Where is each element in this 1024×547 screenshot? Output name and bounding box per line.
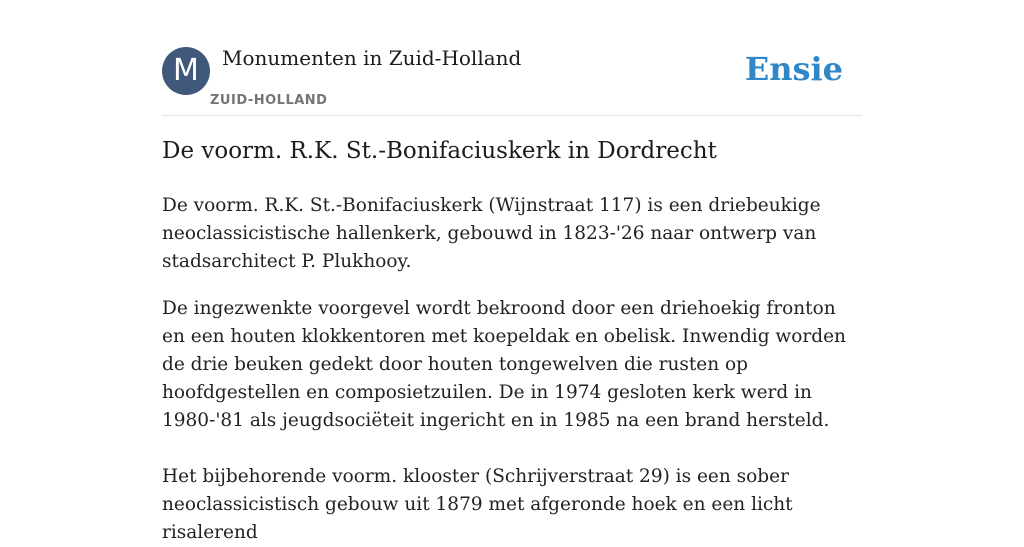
source-title-link[interactable]: Monumenten in Zuid-Holland [222,46,522,70]
source-avatar[interactable]: M [162,47,210,95]
article-paragraph-1: De voorm. R.K. St.-Bonifaciuskerk (Wijnstraat 117) is een driebeukige neoclassicistische hallenkerk, gebouwd in 1823-'26 naar ontwerp van stadsarchitect P. Plukhooy. [162,195,821,272]
source-category-link[interactable]: ZUID-HOLLAND [210,93,328,108]
ensie-logo[interactable]: Ensie [744,50,843,88]
article-paragraph-3: Het bijbehorende voorm. klooster (Schrijverstraat 29) is een sober neoclassicistisch gebouw uit 1879 met afgeronde hoek en een licht risalerend [162,466,793,543]
header-divider [162,115,862,116]
article-title: De voorm. R.K. St.-Bonifaciuskerk in Dordrecht [162,138,717,164]
article-paragraph-2: De ingezwenkte voorgevel wordt bekroond door een driehoekig fronton en een houten klokkentoren met koepeldak en obelisk. Inwendig worden de drie beuken gedekt door houten tongewelven die rusten op hoofdgestellen en composietzuilen. De in 1974 gesloten kerk werd in 1980-'81 als jeugdsociëteit ingericht en in 1985 na een brand hersteld. [162,298,846,431]
source-header [162,44,862,116]
